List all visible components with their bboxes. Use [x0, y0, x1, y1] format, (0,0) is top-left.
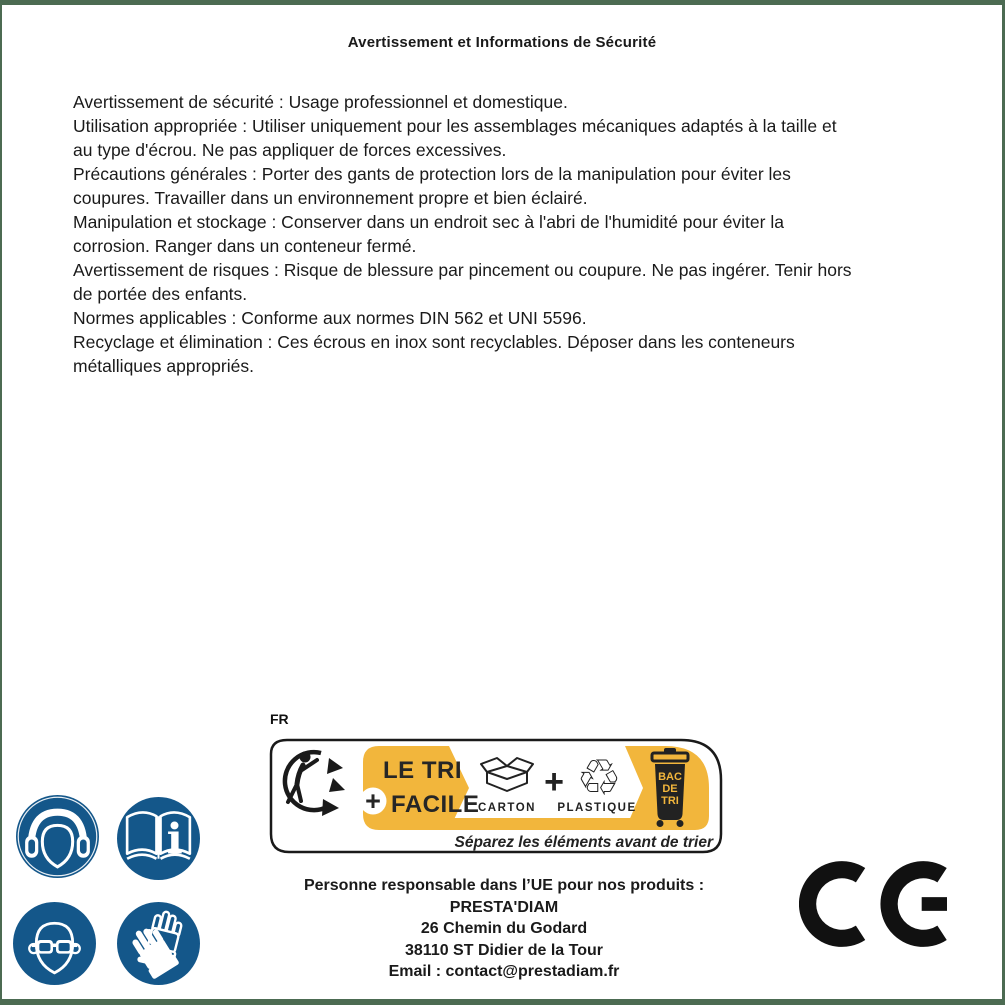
- plastique-recycle-icon: ♲: [576, 749, 622, 807]
- svg-text:i: i: [166, 814, 183, 865]
- body-text-line: Manipulation et stockage : Conserver dans un endroit sec à l'abri de l'humidité pour éviter la: [73, 212, 784, 232]
- responsible-line: 38110 ST Didier de la Tour: [405, 941, 603, 959]
- fr-region-label: FR: [270, 711, 289, 727]
- wear-protective-gloves-icon: [116, 901, 201, 986]
- body-text-line: de portée des enfants.: [73, 284, 248, 304]
- headline-facile: FACILE: [391, 791, 480, 818]
- body-text-line: corrosion. Ranger dans un conteneur fermé.: [73, 236, 417, 256]
- body-text-line: Avertissement de sécurité : Usage professionnel et domestique.: [73, 92, 568, 112]
- responsible-line: PRESTA'DIAM: [449, 898, 559, 916]
- body-text-line: Utilisation appropriée : Utiliser uniquement pour les assemblages mécaniques adaptés à la taille et: [73, 116, 837, 136]
- wear-ear-protection-icon: [15, 794, 100, 879]
- bin-text-line3: TRI: [661, 795, 679, 807]
- body-text-line: Avertissement de risques : Risque de blessure par pincement ou coupure. Ne pas ingérer. Tenir hors: [73, 260, 852, 280]
- plastique-label: PLASTIQUE: [557, 802, 637, 814]
- sorting-tagline: Séparez les éléments avant de trier: [454, 834, 713, 851]
- body-text-line: métalliques appropriés.: [73, 356, 254, 376]
- wear-eye-protection-icon: [12, 901, 97, 986]
- body-text-line: Normes applicables : Conforme aux normes DIN 562 et UNI 5596.: [73, 308, 587, 328]
- body-text-line: Recyclage et élimination : Ces écrous en inox sont recyclables. Déposer dans les conteneurs: [73, 332, 795, 352]
- carton-label: CARTON: [478, 802, 536, 814]
- safety-text-block: [73, 90, 973, 378]
- bin-text-line2: DE: [662, 783, 678, 795]
- yellow-band-strip: [449, 818, 643, 830]
- page-title: Avertissement et Informations de Sécurité: [347, 34, 657, 51]
- headline-le-tri: LE TRI: [383, 757, 462, 784]
- plus-badge: +: [365, 786, 381, 816]
- responsible-line: Email : contact@prestadiam.fr: [388, 963, 620, 980]
- responsible-line: 26 Chemin du Godard: [420, 920, 588, 937]
- read-instruction-manual-icon: [116, 796, 201, 881]
- responsible-line: Personne responsable dans l’UE pour nos produits :: [303, 877, 705, 894]
- body-text-line: coupures. Travailler dans un environnement propre et bien éclairé.: [73, 188, 588, 208]
- bin-text-line1: BAC: [658, 771, 682, 783]
- body-text-line: au type d'écrou. Ne pas appliquer de forces excessives.: [73, 140, 507, 160]
- body-text-line: Précautions générales : Porter des gants de protection lors de la manipulation pour éviter les: [73, 164, 791, 184]
- responsible-person-block: [254, 875, 754, 983]
- info-tri-recycling-label: [267, 738, 725, 858]
- ce-marking-icon: [799, 854, 947, 954]
- materials-separator: +: [544, 763, 564, 801]
